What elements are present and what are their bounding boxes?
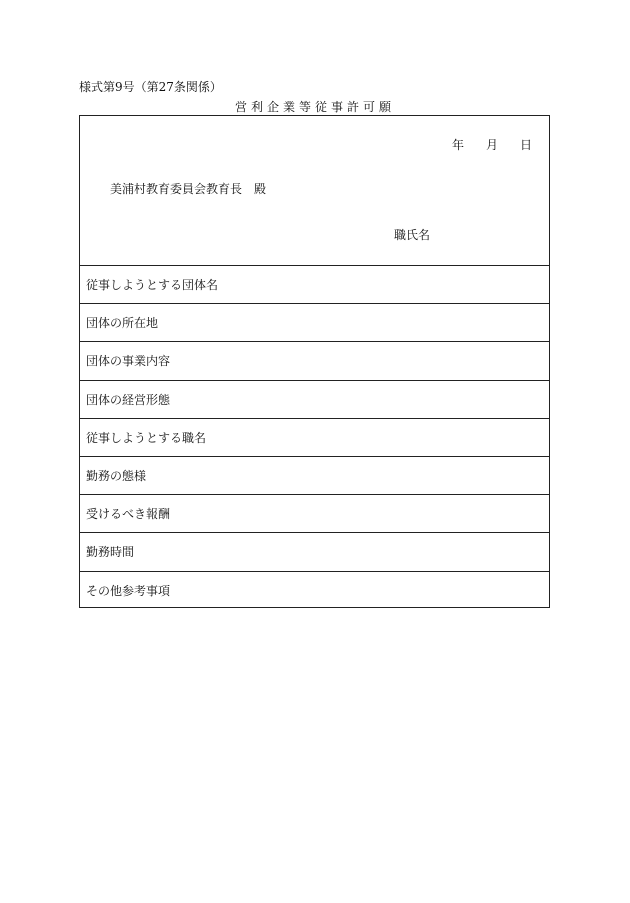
- form-row-work-mode: [80, 457, 549, 495]
- form-number: 様式第9号（第27条関係）: [79, 80, 222, 94]
- date-line: [452, 136, 532, 153]
- row-label: 団体の所在地: [86, 316, 159, 331]
- row-label: 団体の事業内容: [86, 354, 171, 369]
- form-row-working-hours: [80, 533, 549, 571]
- form-row-other-notes: [80, 572, 549, 610]
- addressee: [110, 180, 266, 197]
- row-label: 受けるべき報酬: [86, 507, 171, 522]
- row-label: 勤務の態様: [86, 469, 147, 484]
- row-label: その他参考事項: [86, 584, 171, 599]
- row-label: 勤務時間: [86, 545, 135, 560]
- form-header-box: [80, 116, 549, 266]
- date-month-label: 月: [485, 138, 498, 152]
- form-row-management-form: [80, 381, 549, 419]
- form-row-organization-name: [80, 266, 549, 304]
- form-row-job-title: [80, 419, 549, 457]
- row-label: 従事しようとする団体名: [86, 278, 219, 293]
- row-label: 従事しようとする職名: [86, 430, 207, 445]
- application-form-table: [79, 115, 550, 608]
- addressee-honorific: 殿: [254, 182, 267, 196]
- form-title: 営利企業等従事許可願: [234, 100, 395, 114]
- date-year-label: 年: [451, 138, 464, 152]
- form-row-business-content: [80, 342, 549, 380]
- applicant-name-label: 職氏名: [394, 228, 431, 242]
- date-day-label: 日: [519, 138, 532, 152]
- addressee-name: 美浦村教育委員会教育長: [110, 182, 243, 196]
- form-row-compensation: [80, 495, 549, 533]
- row-label: 団体の経営形態: [86, 392, 171, 407]
- form-row-organization-address: [80, 304, 549, 342]
